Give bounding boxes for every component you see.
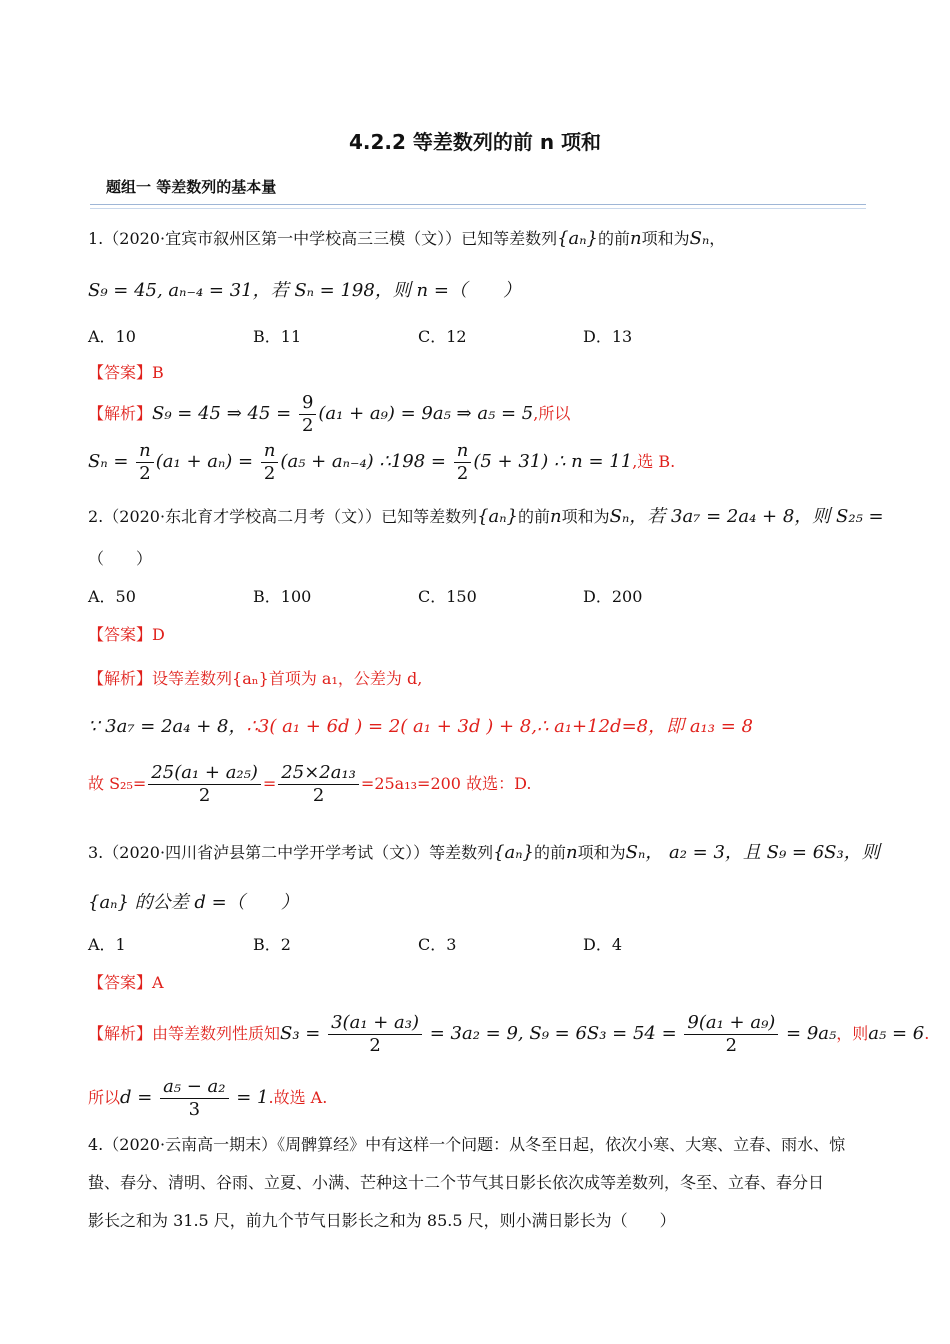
q3-answer: 【答案】A (88, 973, 164, 992)
divider-line-secondary (90, 208, 866, 209)
q2-option-d[interactable]: D．200 (583, 587, 643, 606)
q1-explain-label: 【解析】 (88, 404, 153, 423)
q1-answer: 【答案】B (88, 363, 164, 382)
q2-option-a[interactable]: A．50 (88, 587, 136, 606)
q1-explain-2d: (5 + 31) ∴ n = 11 (473, 451, 633, 472)
q3-option-a[interactable]: A．1 (88, 935, 126, 954)
q3-explain-label: 【解析】 (88, 1024, 153, 1043)
q2-text: 2.（2020·东北育才学校高二月考（文））已知等差数列 (88, 507, 478, 526)
q1-text-b: 的前 (598, 229, 631, 248)
q3-text-d: ， a₂ = 3，且 S₉ = 6S₃，则 (645, 842, 880, 863)
q3-frac-d: $\frac{\text{a₅ − a₂}}{3}$ (160, 1076, 228, 1121)
q4-line1: 4.（2020·云南高一期末）《周髀算经》中有这样一个问题：从冬至日起，依次小寒、大寒、立春、雨水、惊 (88, 1135, 846, 1154)
q3-explain-1f: ，则 (836, 1024, 869, 1043)
q2-seq: {aₙ} (477, 506, 519, 527)
q1-stem: 1.（2020·宜宾市叙州区第一中学校高三三模（文））已知等差数列{aₙ}的前n项和为Sₙ， (88, 228, 726, 249)
q1-option-d[interactable]: D．13 (583, 327, 633, 346)
q1-frac-n-2: $\frac{n}{2}$ (136, 440, 154, 485)
q3-explain-1e: = 9a₅ (780, 1023, 837, 1044)
q3-explain-1g: a₅ = 6 (868, 1023, 925, 1044)
q1-explanation-1 (88, 392, 570, 437)
q1-condition: S₉ = 45, aₙ₋₄ = 31，若 Sₙ = 198，则 n =（ ） (88, 280, 521, 301)
q2-sn: Sₙ (609, 506, 630, 527)
q1-n: n (630, 228, 642, 249)
q1-text-c: 项和为 (641, 229, 690, 248)
q2-explain-3d: =25a₁₃=200 故选：D. (360, 774, 532, 793)
q3-explain-1a: S₃ = (280, 1023, 327, 1044)
q1-option-b[interactable]: B．11 (253, 327, 302, 346)
q3-n: n (566, 842, 578, 863)
q3-text-b: 的前 (534, 843, 567, 862)
q3-line2: {aₙ} 的公差 d =（ ） (88, 892, 299, 913)
q2-explain-2c: ,∴ a₁+12d=8，即 a₁₃ = 8 (531, 716, 753, 737)
q2-explain-2b: ∴3( a₁ + 6d ) = 2( a₁ + 3d ) + 8 (246, 716, 532, 737)
q2-answer: 【答案】D (88, 625, 165, 644)
q2-frac-a: $\frac{\text{25(a₁ + a₂₅)}}{2}$ (148, 762, 261, 807)
page-title: 4.2.2 等差数列的前 n 项和 (348, 130, 602, 154)
q2-text-d: ，若 3a₇ = 2a₄ + 8，则 S₂₅ = (629, 506, 884, 527)
q1-explanation-2 (88, 440, 675, 485)
q2-stem (88, 502, 884, 528)
q1-explain-1c: ,所以 (533, 404, 571, 423)
q2-frac-b: $\frac{\text{25×2a₁₃}}{2}$ (278, 762, 359, 807)
q3-stem (88, 838, 880, 864)
q2-explain-3a: 故 S₂₅= (88, 774, 147, 793)
q2-option-c[interactable]: C．150 (418, 587, 477, 606)
q1-seq: {aₙ} (557, 228, 599, 249)
q2-text-c: 项和为 (561, 507, 610, 526)
q1-frac-9-2: $\frac{9}{2}$ (299, 392, 316, 437)
q1-explain-2b: (a₁ + aₙ) = (155, 451, 259, 472)
q4-line3: 影长之和为 31.5 尺，前九个节气日影长之和为 85.5 尺，则小满日影长为（ ） (88, 1211, 676, 1230)
q3-explanation-1: 【解析】由等差数列性质知S₃ = $\frac{\text{3(a₁ + a₃)}}{2}$ = 3a₂ = 9, S₉ = 6S₃ = 54 = $\frac{\text{9(a₁ + a₉)}}{2}$ = 9a₅，则a₅ = 6. (88, 1012, 930, 1056)
q1-frac-n-2-c: $\frac{n}{2}$ (454, 440, 472, 485)
q3-explain-2a: 所以 (88, 1088, 121, 1107)
q3-option-b[interactable]: B．2 (253, 935, 291, 954)
q1-sn: Sₙ (689, 228, 710, 249)
section-header: 题组一 等差数列的基本量 (106, 178, 277, 196)
q2-explain-1: 设等差数列{aₙ}首项为 a₁，公差为 d, (152, 669, 423, 688)
q2-n: n (550, 506, 562, 527)
q1-text: 1.（2020·宜宾市叙州区第一中学校高三三模（文））已知等差数列 (88, 229, 558, 248)
q3-explain-1c: = 3a₂ = 9, S₉ = 6S₃ = 54 = (424, 1023, 683, 1044)
q3-explanation-2 (88, 1076, 327, 1121)
q1-option-a[interactable]: A．10 (88, 327, 136, 346)
q2-explain-label: 【解析】 (88, 669, 153, 688)
q2-explanation-2 (88, 712, 753, 738)
q2-option-b[interactable]: B．100 (253, 587, 312, 606)
q3-seq: {aₙ} (493, 842, 535, 863)
q3-option-d[interactable]: D．4 (583, 935, 623, 954)
q1-explain-1b: (a₁ + a₉) = 9a₅ ⇒ a₅ = 5 (318, 403, 534, 424)
q3-frac-a: $\frac{\text{3(a₁ + a₃)}}{2}$ (328, 1012, 422, 1057)
q3-explain-2b: d = (120, 1087, 159, 1108)
q1-explain-2c: (a₅ + aₙ₋₄) ∴198 = (280, 451, 452, 472)
q3-text: 3.（2020·四川省泸县第二中学开学考试（文））等差数列 (88, 843, 494, 862)
q3-explain-2d: = 1 (230, 1087, 269, 1108)
q1-explain-1a: S₉ = 45 ⇒ 45 = (152, 403, 297, 424)
q2-explanation-3: 故 S₂₅= $\frac{\text{25(a₁ + a₂₅)}}{2}$ = $\frac{\text{25×2a₁₃}}{2}$ =25a₁₃=200 故选：D. (88, 762, 532, 806)
q2-explain-2a: ∵ 3a₇ = 2a₄ + 8， (88, 716, 247, 737)
q1-frac-n-2-b: $\frac{n}{2}$ (261, 440, 279, 485)
q2-text-b: 的前 (518, 507, 551, 526)
q3-frac-b: $\frac{\text{9(a₁ + a₉)}}{2}$ (684, 1012, 778, 1057)
q3-explain-1: 由等差数列性质知 (152, 1024, 281, 1043)
q1-explain-2e: ,选 B. (632, 452, 676, 471)
q1-option-c[interactable]: C．12 (418, 327, 467, 346)
q2-paren: （ ） (88, 549, 153, 568)
q3-text-c: 项和为 (577, 843, 626, 862)
q4-line2: 蛰、春分、清明、谷雨、立夏、小满、芒种这十二个节气其日影长依次成等差数列，冬至、立春、春分日 (88, 1173, 825, 1192)
divider-line (90, 204, 866, 205)
q1-explain-2a: Sₙ = (88, 451, 135, 472)
q3-option-c[interactable]: C．3 (418, 935, 457, 954)
q3-explain-2e: .故选 A. (268, 1088, 328, 1107)
q2-explanation-1 (88, 666, 422, 689)
q3-sn: Sₙ (625, 842, 646, 863)
